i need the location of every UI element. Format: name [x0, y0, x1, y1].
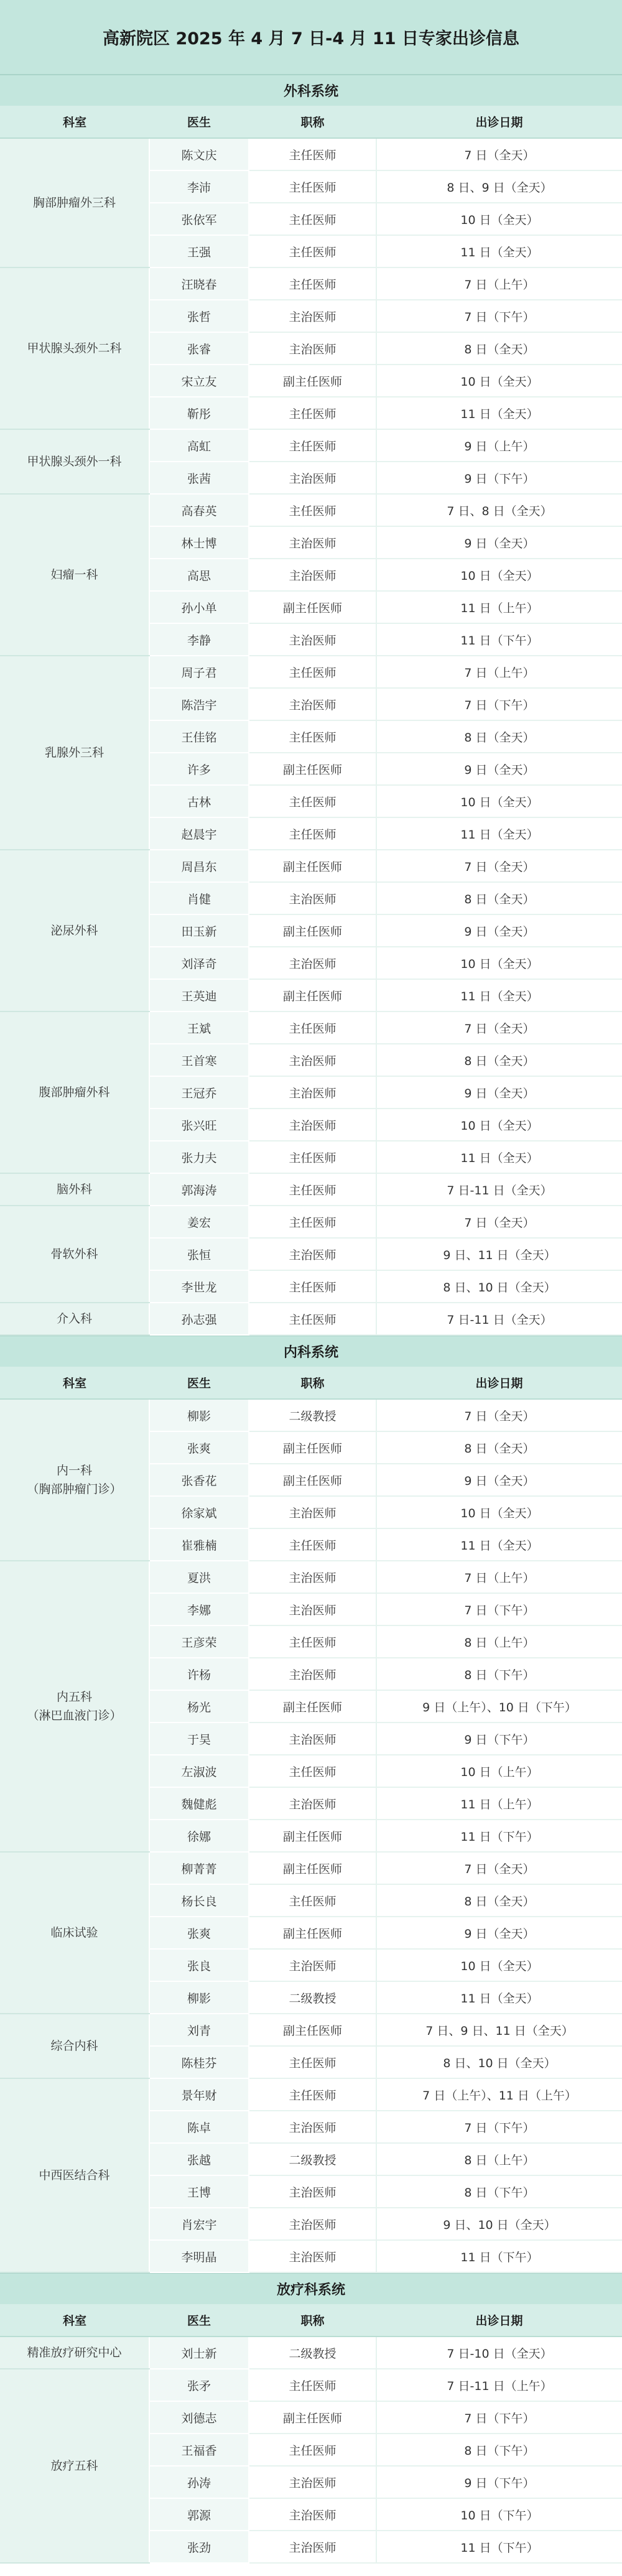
clinic-date: 7 日-11 日（全天）	[376, 1173, 622, 1206]
table-row	[0, 1173, 622, 1206]
doctor-title: 副主任医师	[249, 1464, 376, 1496]
clinic-date: 9 日（全天）	[376, 1464, 622, 1496]
department-cell: 综合内科	[0, 2014, 149, 2078]
doctor-title: 副主任医师	[249, 591, 376, 623]
clinic-date: 8 日（下午）	[376, 2175, 622, 2208]
header-date: 出诊日期	[376, 106, 622, 138]
doctor-title: 主任医师	[249, 1141, 376, 1173]
doctor-title: 主任医师	[249, 2434, 376, 2466]
doctor-name: 柳菁菁	[149, 1852, 249, 1884]
doctor-title: 主治医师	[249, 332, 376, 365]
department-cell: 胸部肿瘤外三科	[0, 138, 149, 267]
doctor-name: 高思	[149, 559, 249, 591]
doctor-name: 李明晶	[149, 2240, 249, 2272]
doctor-name: 杨光	[149, 1690, 249, 1723]
doctor-name: 陈桂芬	[149, 2046, 249, 2078]
doctor-title: 主任医师	[249, 170, 376, 203]
doctor-name: 于昊	[149, 1723, 249, 1755]
department-cell: 甲状腺头颈外一科	[0, 429, 149, 494]
department-cell: 甲状腺头颈外二科	[0, 267, 149, 429]
doctor-name: 柳影	[149, 1981, 249, 2014]
doctor-name: 李娜	[149, 1593, 249, 1625]
doctor-name: 张哲	[149, 300, 249, 332]
doctor-title: 主治医师	[249, 559, 376, 591]
clinic-date: 7 日（全天）	[376, 850, 622, 882]
doctor-name: 靳彤	[149, 397, 249, 429]
doctor-title: 主任医师	[249, 494, 376, 526]
clinic-date: 7 日（全天）	[376, 1206, 622, 1238]
doctor-name: 杨长良	[149, 1884, 249, 1917]
doctor-title: 主任医师	[249, 1173, 376, 1206]
clinic-date: 7 日（下午）	[376, 2111, 622, 2143]
clinic-date: 9 日（全天）	[376, 1917, 622, 1949]
doctor-name: 张恒	[149, 1238, 249, 1270]
doctor-title: 副主任医师	[249, 850, 376, 882]
doctor-name: 张矛	[149, 2369, 249, 2401]
clinic-date: 8 日（全天）	[376, 332, 622, 365]
table-header-row	[0, 1367, 622, 1399]
clinic-date: 7 日（上午）	[376, 656, 622, 688]
sections-container	[0, 75, 622, 2564]
clinic-date: 8 日（下午）	[376, 2434, 622, 2466]
table-row	[0, 2078, 622, 2111]
table-header-row	[0, 2304, 622, 2337]
table-row	[0, 1011, 622, 1044]
schedule-table	[0, 1367, 622, 2273]
doctor-name: 张香花	[149, 1464, 249, 1496]
doctor-title: 主任医师	[249, 2046, 376, 2078]
table-row	[0, 267, 622, 300]
header-date: 出诊日期	[376, 1367, 622, 1399]
department-cell: 内一科 （胸部肿瘤门诊）	[0, 1399, 149, 1561]
doctor-name: 张劲	[149, 2531, 249, 2563]
doctor-name: 高春英	[149, 494, 249, 526]
doctor-title: 副主任医师	[249, 2014, 376, 2046]
clinic-date: 8 日（上午）	[376, 1625, 622, 1658]
doctor-name: 王彦荣	[149, 1625, 249, 1658]
doctor-name: 王佳铭	[149, 720, 249, 753]
clinic-date: 7 日（全天）	[376, 1399, 622, 1431]
doctor-title: 主治医师	[249, 1496, 376, 1528]
clinic-date: 8 日（全天）	[376, 720, 622, 753]
header-title: 职称	[249, 2304, 376, 2337]
doctor-title: 主治医师	[249, 947, 376, 979]
doctor-title: 二级教授	[249, 2337, 376, 2369]
doctor-title: 副主任医师	[249, 914, 376, 947]
doctor-title: 主治医师	[249, 2531, 376, 2563]
doctor-name: 李静	[149, 623, 249, 656]
clinic-date: 10 日（全天）	[376, 947, 622, 979]
doctor-name: 古林	[149, 785, 249, 817]
doctor-name: 李沛	[149, 170, 249, 203]
doctor-title: 主治医师	[249, 2111, 376, 2143]
doctor-title: 主任医师	[249, 817, 376, 850]
clinic-date: 11 日（全天）	[376, 1141, 622, 1173]
doctor-title: 副主任医师	[249, 1852, 376, 1884]
doctor-name: 刘青	[149, 2014, 249, 2046]
clinic-date: 8 日（全天）	[376, 882, 622, 914]
clinic-date: 7 日（全天）	[376, 1852, 622, 1884]
department-cell: 腹部肿瘤外科	[0, 1011, 149, 1173]
doctor-name: 徐家斌	[149, 1496, 249, 1528]
doctor-name: 汪晓春	[149, 267, 249, 300]
clinic-date: 11 日（下午）	[376, 2531, 622, 2563]
section-title: 内科系统	[0, 1336, 622, 1367]
doctor-title: 副主任医师	[249, 2401, 376, 2434]
doctor-name: 王英迪	[149, 979, 249, 1011]
clinic-date: 10 日（下午）	[376, 2498, 622, 2531]
clinic-date: 7 日（上午）、11 日（上午）	[376, 2078, 622, 2111]
clinic-date: 7 日（上午）	[376, 1561, 622, 1593]
doctor-title: 主任医师	[249, 429, 376, 462]
clinic-date: 9 日（全天）	[376, 914, 622, 947]
header-date: 出诊日期	[376, 2304, 622, 2337]
doctor-name: 周子君	[149, 656, 249, 688]
clinic-date: 11 日（全天）	[376, 1528, 622, 1561]
doctor-name: 姜宏	[149, 1206, 249, 1238]
doctor-title: 主任医师	[249, 785, 376, 817]
clinic-date: 7 日、8 日（全天）	[376, 494, 622, 526]
doctor-title: 主任医师	[249, 1270, 376, 1303]
doctor-title: 主治医师	[249, 462, 376, 494]
header-doctor: 医生	[149, 1367, 249, 1399]
doctor-title: 主任医师	[249, 235, 376, 267]
clinic-date: 9 日（下午）	[376, 2466, 622, 2498]
doctor-title: 二级教授	[249, 1399, 376, 1431]
department-cell: 中西医结合科	[0, 2078, 149, 2272]
doctor-title: 主治医师	[249, 1076, 376, 1109]
doctor-name: 张睿	[149, 332, 249, 365]
doctor-title: 副主任医师	[249, 1917, 376, 1949]
doctor-name: 张良	[149, 1949, 249, 1981]
doctor-name: 夏洪	[149, 1561, 249, 1593]
clinic-date: 8 日、9 日（全天）	[376, 170, 622, 203]
department-cell: 骨软外科	[0, 1206, 149, 1303]
clinic-date: 10 日（全天）	[376, 1109, 622, 1141]
clinic-date: 9 日（全天）	[376, 526, 622, 559]
clinic-date: 7 日（下午）	[376, 688, 622, 720]
doctor-title: 主治医师	[249, 1658, 376, 1690]
doctor-name: 田玉新	[149, 914, 249, 947]
department-cell: 内五科 （淋巴血液门诊）	[0, 1561, 149, 1852]
doctor-title: 主治医师	[249, 2175, 376, 2208]
doctor-title: 主任医师	[249, 1206, 376, 1238]
clinic-date: 7 日（下午）	[376, 2401, 622, 2434]
clinic-date: 8 日、10 日（全天）	[376, 2046, 622, 2078]
doctor-title: 主治医师	[249, 1949, 376, 1981]
doctor-title: 主治医师	[249, 882, 376, 914]
doctor-title: 主治医师	[249, 1044, 376, 1076]
clinic-date: 11 日（下午）	[376, 2240, 622, 2272]
schedule-table	[0, 106, 622, 1336]
doctor-name: 刘士新	[149, 2337, 249, 2369]
doctor-name: 孙涛	[149, 2466, 249, 2498]
header-title: 职称	[249, 106, 376, 138]
doctor-title: 主治医师	[249, 1238, 376, 1270]
clinic-date: 10 日（全天）	[376, 785, 622, 817]
clinic-date: 10 日（全天）	[376, 1949, 622, 1981]
doctor-name: 郭海涛	[149, 1173, 249, 1206]
department-cell: 乳腺外三科	[0, 656, 149, 850]
clinic-date: 7 日-11 日（全天）	[376, 1303, 622, 1335]
clinic-date: 8 日（全天）	[376, 1044, 622, 1076]
clinic-date: 7 日（全天）	[376, 138, 622, 170]
doctor-title: 主任医师	[249, 2369, 376, 2401]
doctor-name: 张依军	[149, 203, 249, 235]
doctor-name: 宋立友	[149, 365, 249, 397]
clinic-date: 11 日（上午）	[376, 591, 622, 623]
department-cell: 泌尿外科	[0, 850, 149, 1011]
header-dept: 科室	[0, 2304, 149, 2337]
section-title: 放疗科系统	[0, 2273, 622, 2304]
table-row	[0, 2337, 622, 2369]
doctor-title: 主任医师	[249, 1884, 376, 1917]
doctor-name: 许多	[149, 753, 249, 785]
table-row	[0, 656, 622, 688]
doctor-name: 张越	[149, 2143, 249, 2175]
clinic-date: 7 日-11 日（上午）	[376, 2369, 622, 2401]
doctor-title: 主任医师	[249, 2078, 376, 2111]
table-row	[0, 138, 622, 170]
doctor-name: 许杨	[149, 1658, 249, 1690]
doctor-name: 高虹	[149, 429, 249, 462]
table-row	[0, 2369, 622, 2401]
clinic-date: 9 日（全天）	[376, 1076, 622, 1109]
doctor-name: 肖健	[149, 882, 249, 914]
doctor-name: 郭源	[149, 2498, 249, 2531]
doctor-name: 王斌	[149, 1011, 249, 1044]
doctor-title: 主治医师	[249, 688, 376, 720]
doctor-name: 王博	[149, 2175, 249, 2208]
department-cell: 精准放疗研究中心	[0, 2337, 149, 2369]
doctor-name: 景年财	[149, 2078, 249, 2111]
schedule-table	[0, 2304, 622, 2564]
doctor-name: 张爽	[149, 1917, 249, 1949]
doctor-name: 陈浩宇	[149, 688, 249, 720]
clinic-date: 11 日（全天）	[376, 235, 622, 267]
doctor-title: 主任医师	[249, 1303, 376, 1335]
clinic-date: 8 日（全天）	[376, 1431, 622, 1464]
doctor-name: 孙志强	[149, 1303, 249, 1335]
clinic-date: 9 日（上午）、10 日（下午）	[376, 1690, 622, 1723]
doctor-name: 李世龙	[149, 1270, 249, 1303]
clinic-date: 7 日（全天）	[376, 1011, 622, 1044]
doctor-name: 陈卓	[149, 2111, 249, 2143]
department-cell: 临床试验	[0, 1852, 149, 2014]
clinic-date: 9 日、10 日（全天）	[376, 2208, 622, 2240]
doctor-name: 魏健彪	[149, 1787, 249, 1820]
doctor-title: 副主任医师	[249, 1690, 376, 1723]
department-cell: 放疗五科	[0, 2369, 149, 2563]
page-title: 高新院区 2025 年 4 月 7 日-4 月 11 日专家出诊信息	[0, 0, 622, 75]
clinic-date: 9 日、11 日（全天）	[376, 1238, 622, 1270]
doctor-name: 陈文庆	[149, 138, 249, 170]
doctor-name: 张力夫	[149, 1141, 249, 1173]
clinic-date: 11 日（全天）	[376, 1981, 622, 2014]
clinic-date: 8 日（上午）	[376, 2143, 622, 2175]
doctor-title: 主治医师	[249, 300, 376, 332]
doctor-title: 主任医师	[249, 1625, 376, 1658]
table-row	[0, 1206, 622, 1238]
clinic-date: 8 日（全天）	[376, 1884, 622, 1917]
doctor-name: 刘泽奇	[149, 947, 249, 979]
section-title: 外科系统	[0, 75, 622, 106]
doctor-title: 主治医师	[249, 1561, 376, 1593]
doctor-name: 柳影	[149, 1399, 249, 1431]
doctor-name: 王福香	[149, 2434, 249, 2466]
clinic-date: 7 日-10 日（全天）	[376, 2337, 622, 2369]
table-row	[0, 850, 622, 882]
department-cell: 脑外科	[0, 1173, 149, 1206]
doctor-name: 王强	[149, 235, 249, 267]
doctor-name: 徐娜	[149, 1820, 249, 1852]
doctor-title: 副主任医师	[249, 1820, 376, 1852]
doctor-name: 刘德志	[149, 2401, 249, 2434]
clinic-date: 8 日（下午）	[376, 1658, 622, 1690]
doctor-title: 副主任医师	[249, 979, 376, 1011]
clinic-date: 11 日（全天）	[376, 817, 622, 850]
clinic-date: 9 日（下午）	[376, 1723, 622, 1755]
doctor-name: 张爽	[149, 1431, 249, 1464]
clinic-date: 7 日、9 日、11 日（全天）	[376, 2014, 622, 2046]
doctor-name: 周昌东	[149, 850, 249, 882]
header-doctor: 医生	[149, 2304, 249, 2337]
doctor-title: 主治医师	[249, 2466, 376, 2498]
clinic-date: 9 日（下午）	[376, 462, 622, 494]
doctor-title: 副主任医师	[249, 365, 376, 397]
doctor-title: 二级教授	[249, 1981, 376, 2014]
doctor-name: 王冠乔	[149, 1076, 249, 1109]
clinic-date: 10 日（全天）	[376, 559, 622, 591]
table-row	[0, 494, 622, 526]
doctor-title: 主治医师	[249, 2498, 376, 2531]
clinic-date: 7 日（下午）	[376, 300, 622, 332]
clinic-date: 11 日（下午）	[376, 623, 622, 656]
table-row	[0, 1561, 622, 1593]
doctor-title: 主治医师	[249, 1109, 376, 1141]
doctor-title: 主任医师	[249, 1011, 376, 1044]
doctor-title: 主任医师	[249, 1755, 376, 1787]
doctor-title: 主治医师	[249, 2240, 376, 2272]
doctor-name: 林士博	[149, 526, 249, 559]
header-doctor: 医生	[149, 106, 249, 138]
clinic-date: 10 日（上午）	[376, 1755, 622, 1787]
clinic-date: 7 日（上午）	[376, 267, 622, 300]
doctor-name: 赵晨宇	[149, 817, 249, 850]
doctor-name: 孙小单	[149, 591, 249, 623]
clinic-date: 7 日（下午）	[376, 1593, 622, 1625]
table-row	[0, 1303, 622, 1335]
clinic-date: 11 日（全天）	[376, 979, 622, 1011]
doctor-title: 主任医师	[249, 720, 376, 753]
doctor-title: 主治医师	[249, 526, 376, 559]
department-cell: 介入科	[0, 1303, 149, 1335]
table-row	[0, 2014, 622, 2046]
table-row	[0, 1852, 622, 1884]
doctor-title: 主任医师	[249, 1528, 376, 1561]
clinic-date: 10 日（全天）	[376, 203, 622, 235]
clinic-date: 9 日（全天）	[376, 753, 622, 785]
doctor-title: 主治医师	[249, 1593, 376, 1625]
doctor-title: 主任医师	[249, 397, 376, 429]
header-title: 职称	[249, 1367, 376, 1399]
clinic-date: 11 日（上午）	[376, 1787, 622, 1820]
header-dept: 科室	[0, 1367, 149, 1399]
doctor-title: 主治医师	[249, 623, 376, 656]
clinic-date: 10 日（全天）	[376, 365, 622, 397]
table-header-row	[0, 106, 622, 138]
doctor-title: 主治医师	[249, 1723, 376, 1755]
doctor-title: 主任医师	[249, 656, 376, 688]
doctor-title: 主任医师	[249, 138, 376, 170]
doctor-title: 副主任医师	[249, 1431, 376, 1464]
doctor-title: 主任医师	[249, 203, 376, 235]
header-dept: 科室	[0, 106, 149, 138]
doctor-name: 肖宏宇	[149, 2208, 249, 2240]
doctor-title: 副主任医师	[249, 753, 376, 785]
clinic-date: 10 日（全天）	[376, 1496, 622, 1528]
clinic-date: 11 日（下午）	[376, 1820, 622, 1852]
doctor-name: 左淑波	[149, 1755, 249, 1787]
clinic-date: 11 日（全天）	[376, 397, 622, 429]
doctor-name: 崔雅楠	[149, 1528, 249, 1561]
doctor-title: 主治医师	[249, 1787, 376, 1820]
table-row	[0, 429, 622, 462]
doctor-name: 王首寒	[149, 1044, 249, 1076]
department-cell: 妇瘤一科	[0, 494, 149, 656]
doctor-name: 张茜	[149, 462, 249, 494]
doctor-name: 张兴旺	[149, 1109, 249, 1141]
doctor-title: 主治医师	[249, 2208, 376, 2240]
table-row	[0, 1399, 622, 1431]
clinic-date: 9 日（上午）	[376, 429, 622, 462]
doctor-title: 二级教授	[249, 2143, 376, 2175]
doctor-title: 主任医师	[249, 267, 376, 300]
clinic-date: 8 日、10 日（全天）	[376, 1270, 622, 1303]
